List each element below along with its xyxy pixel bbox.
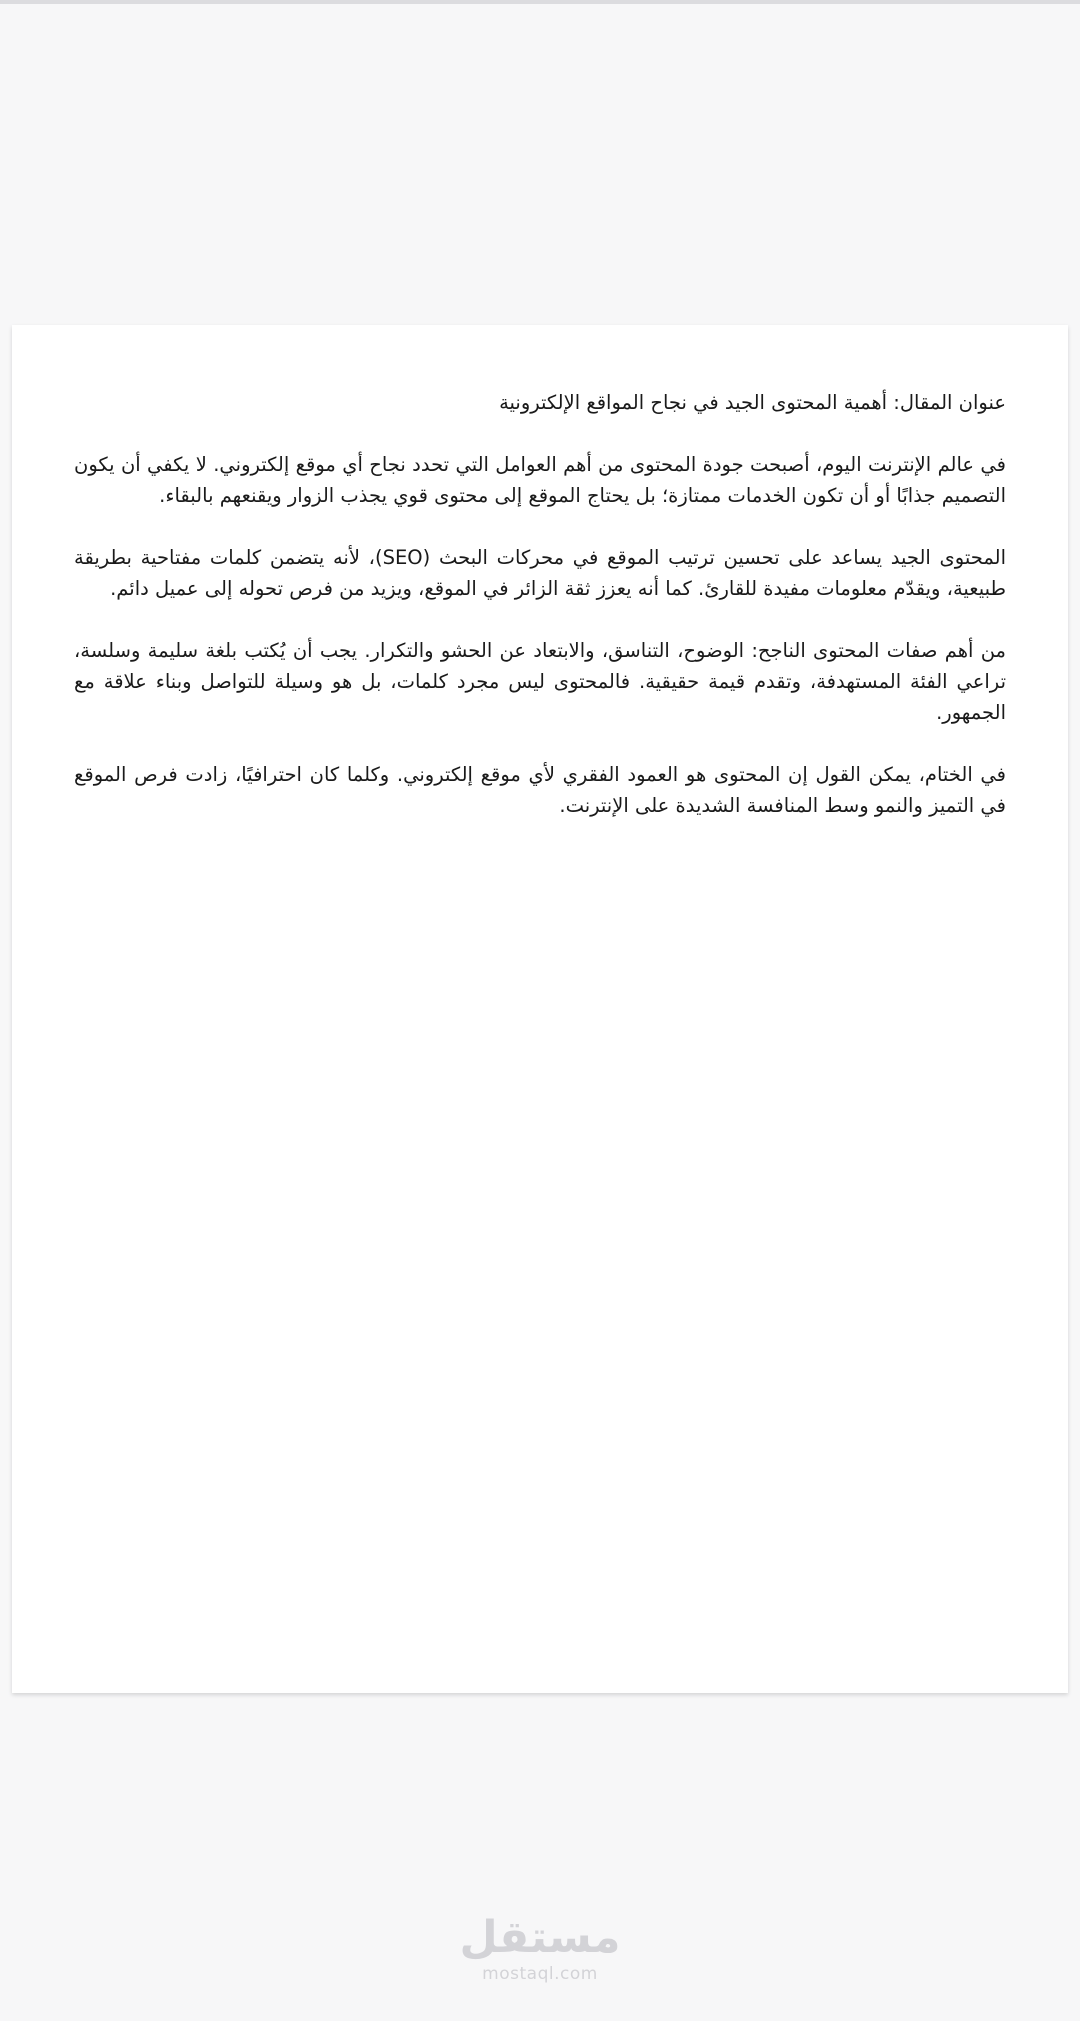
document-body bbox=[74, 387, 1006, 852]
document-page bbox=[12, 325, 1068, 1693]
paragraph-qualities: من أهم صفات المحتوى الناجح: الوضوح، التناسق، والابتعاد عن الحشو والتكرار. يجب أن يُكتب بلغة سليمة وسلسة، تراعي الفئة المستهدفة، وتقدم قيمة حقيقية. فالمحتوى ليس مجرد كلمات، بل هو وسيلة للتواصل وبناء علاقة مع الجمهور. bbox=[74, 639, 1006, 724]
paragraph-conclusion: في الختام، يمكن القول إن المحتوى هو العمود الفقري لأي موقع إلكتروني. وكلما كان احترافيًا، زادت فرص الموقع في التميز والنمو وسط المنافسة الشديدة على الإنترنت. bbox=[74, 763, 1006, 817]
paragraph-intro: في عالم الإنترنت اليوم، أصبحت جودة المحتوى من أهم العوامل التي تحدد نجاح أي موقع إلكتروني. لا يكفي أن يكون التصميم جذابًا أو أن تكون الخدمات ممتازة؛ بل يحتاج الموقع إلى محتوى قوي يجذب الزوار ويقنعهم بالبقاء. bbox=[74, 453, 1006, 507]
top-divider bbox=[0, 0, 1080, 4]
watermark-domain: mostaql.com bbox=[482, 1964, 598, 1984]
article-title: عنوان المقال: أهمية المحتوى الجيد في نجاح المواقع الإلكترونية bbox=[499, 391, 1006, 414]
mostaql-watermark bbox=[0, 1912, 1080, 1984]
paragraph-seo: المحتوى الجيد يساعد على تحسين ترتيب الموقع في محركات البحث (SEO)، لأنه يتضمن كلمات مفتاحية بطريقة طبيعية، ويقدّم معلومات مفيدة للقارئ. كما أنه يعزز ثقة الزائر في الموقع، ويزيد من فرص تحوله إلى عميل دائم. bbox=[74, 546, 1006, 600]
watermark-wordmark: مستقل bbox=[459, 1912, 621, 1963]
